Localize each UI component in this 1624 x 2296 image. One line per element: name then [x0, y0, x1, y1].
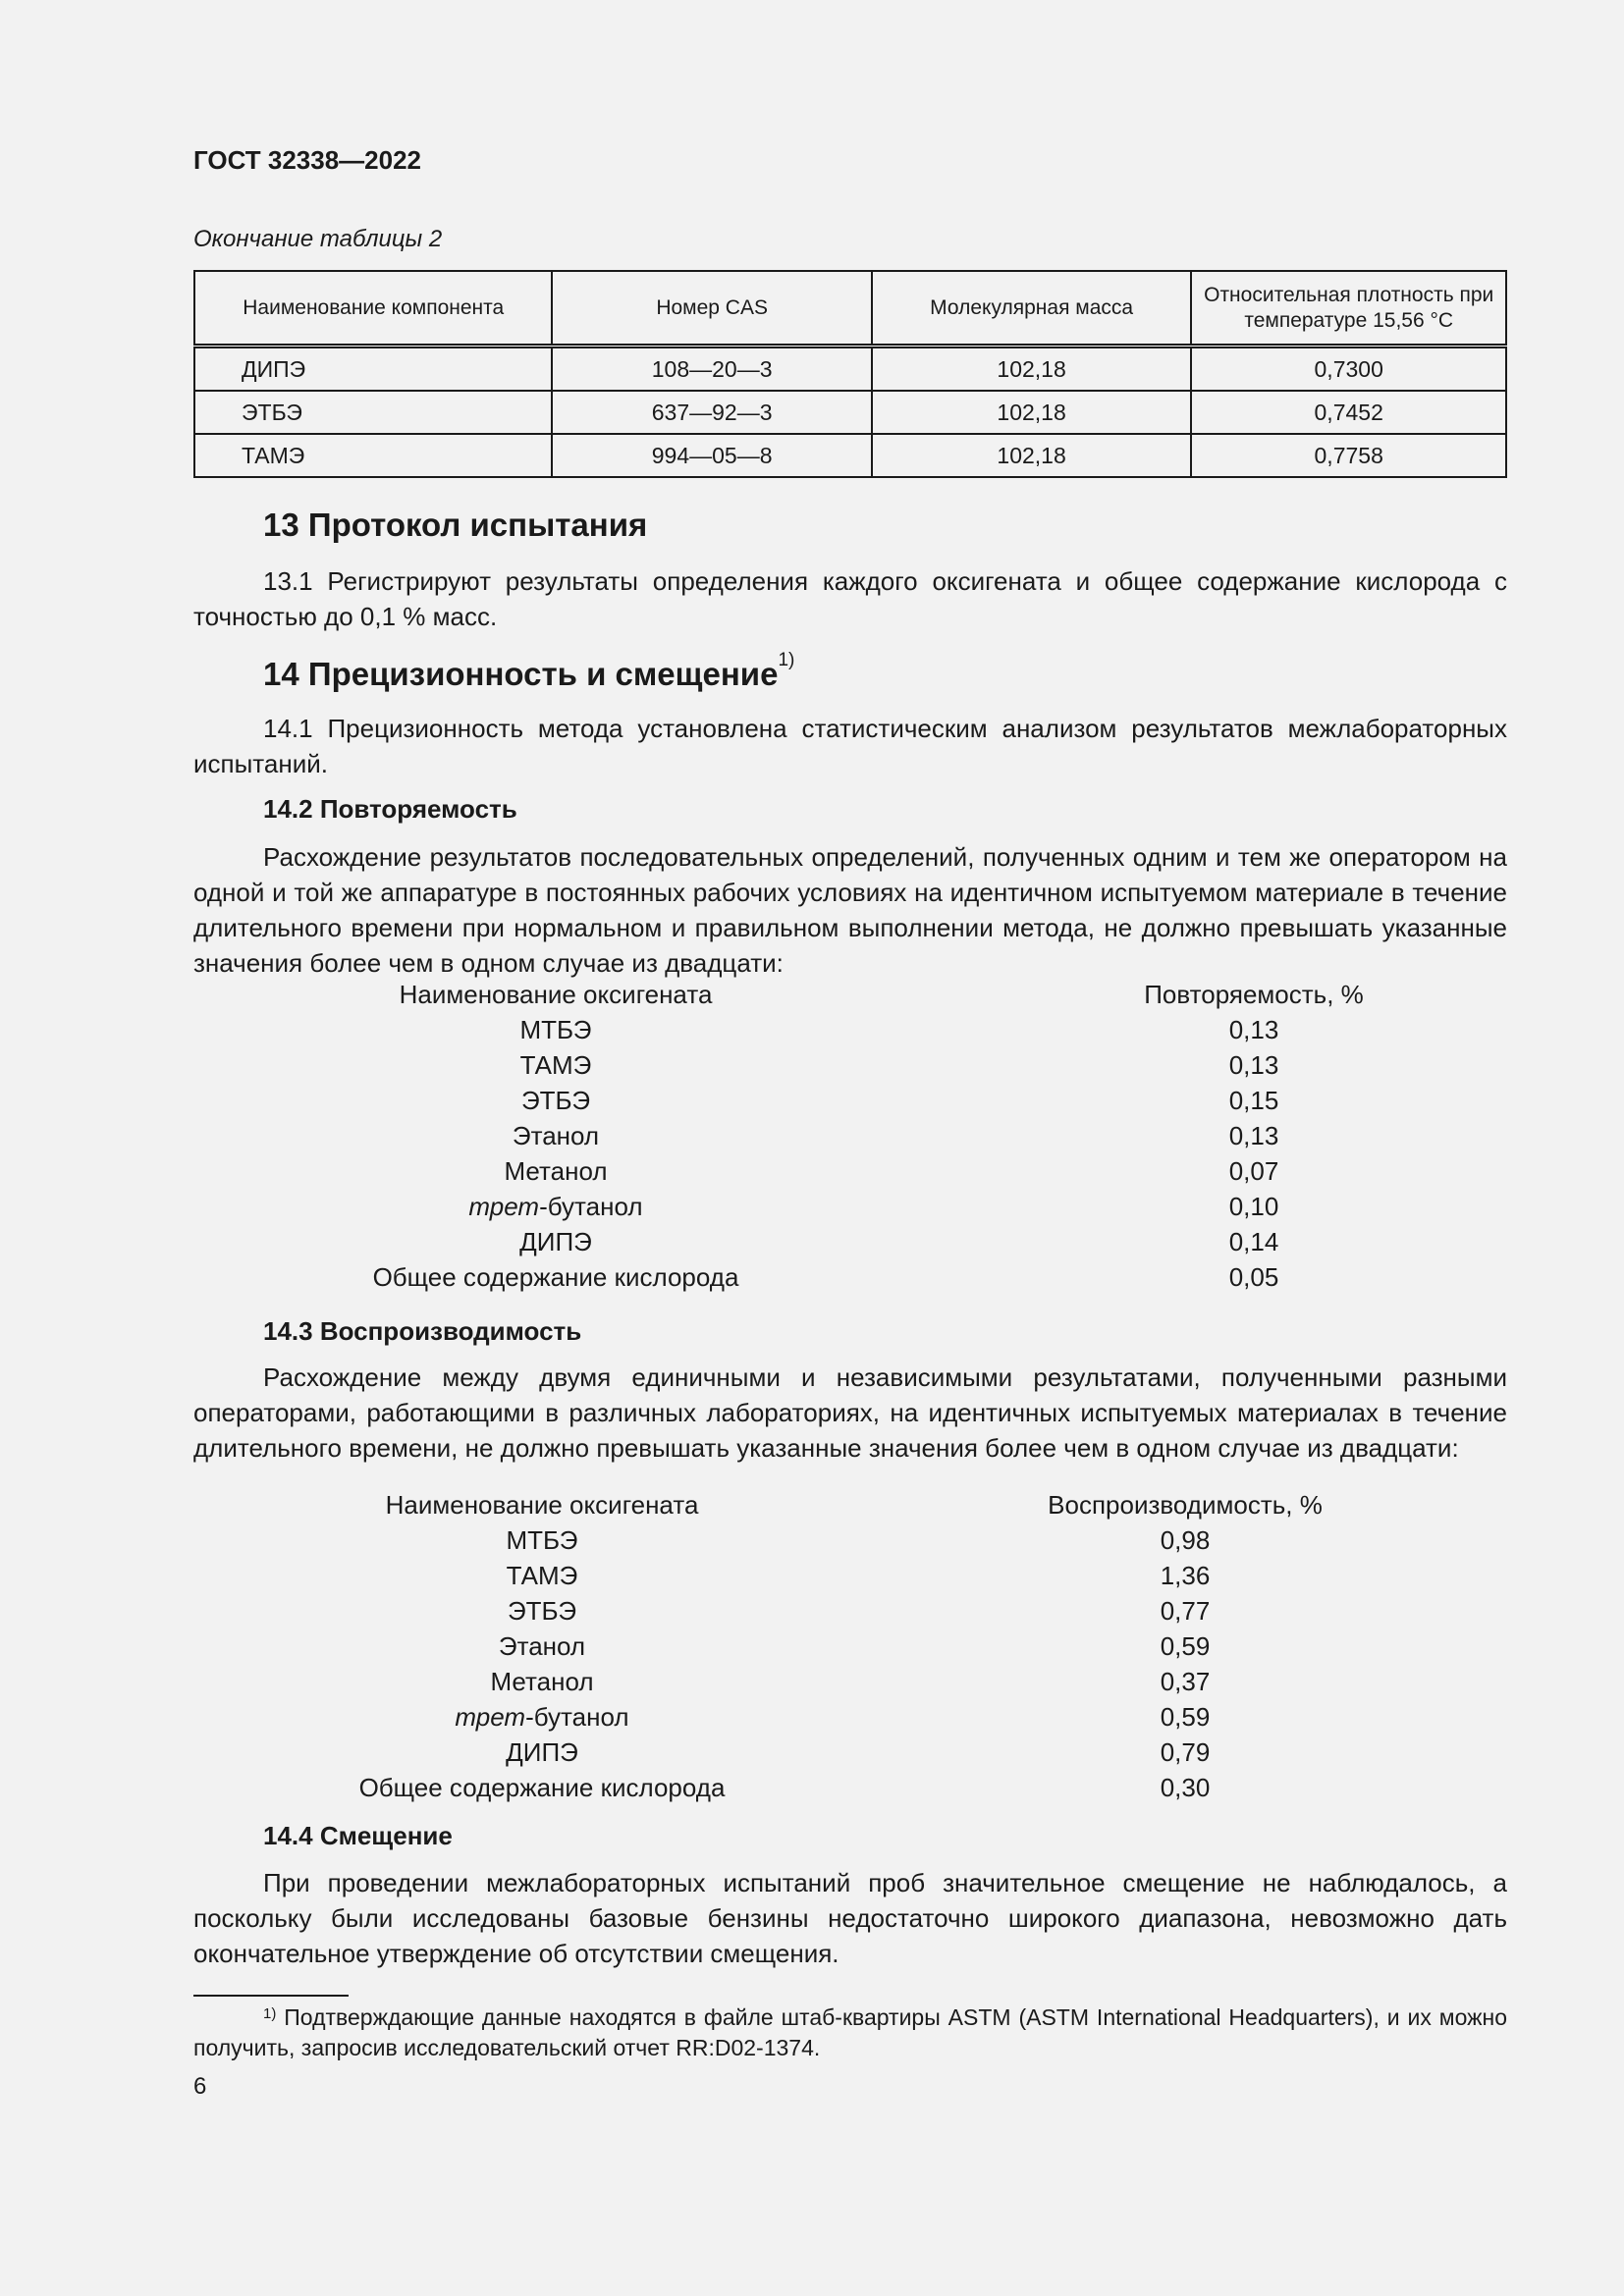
- table-row: [194, 347, 1506, 392]
- repeatability-oxygenate-name: [360, 1189, 751, 1224]
- reproducibility-value: 0,37: [1160, 1667, 1211, 1696]
- repeatability-row: [193, 1224, 1507, 1259]
- repeatability-oxygenate-name-italic: трет: [468, 1192, 540, 1221]
- repeatability-row: [193, 1083, 1507, 1118]
- reproducibility-oxygenate-name: [341, 1770, 743, 1805]
- reproducibility-value: 0,59: [1160, 1631, 1211, 1661]
- table-caption: Окончание таблицы 2: [193, 226, 443, 252]
- reproducibility-row: [193, 1629, 1507, 1664]
- reproducibility-oxygenate-name-text: Этанол: [498, 1631, 586, 1661]
- reproducibility-row: [193, 1770, 1507, 1805]
- reproducibility-oxygenate-name: [341, 1629, 743, 1664]
- reproducibility-col1-header: Наименование оксигената: [385, 1490, 699, 1520]
- repeatability-oxygenate-name-text: Общее содержание кислорода: [372, 1262, 739, 1292]
- repeatability-oxygenate-name-text: ДИПЭ: [519, 1227, 592, 1256]
- reproducibility-value: 0,98: [1160, 1525, 1211, 1555]
- reproducibility-value: 0,77: [1160, 1596, 1211, 1626]
- paragraph-14-2: Расхождение результатов последовательных определений, полученных одним и тем же оператором на одной и той же аппаратуре в постоянных рабочих условиях на идентичном испытуемом материале в течение длительного времени при нормальном и правильном выполнении метода, не должно превышать указанные значения более чем в одном случае из двадцати:: [193, 842, 1507, 978]
- reproducibility-table: [193, 1487, 1507, 1805]
- footnote-text: Подтверждающие данные находятся в файле штаб-квартиры ASTM (ASTM International Headquarters), и их можно получить, запросив исследовательский отчет RR:D02-1374.: [193, 2004, 1507, 2060]
- reproducibility-row: [193, 1699, 1507, 1735]
- repeatability-oxygenate-name-text: Этанол: [512, 1121, 600, 1150]
- col-header-cas: Номер CAS: [552, 271, 871, 347]
- cell-cas: 108—20—3: [552, 347, 871, 392]
- subsection-14-3-heading: 14.3 Воспроизводимость: [263, 1316, 582, 1346]
- cell-density: 0,7758: [1191, 434, 1506, 477]
- reproducibility-oxygenate-name: [341, 1664, 743, 1699]
- repeatability-header: [193, 977, 1507, 1012]
- cell-molar-mass: 102,18: [872, 347, 1192, 392]
- subsection-14-4-heading: 14.4 Смещение: [263, 1821, 453, 1850]
- reproducibility-oxygenate-name-italic: трет: [455, 1702, 526, 1732]
- cell-cas: 637—92—3: [552, 391, 871, 434]
- reproducibility-oxygenate-name: [341, 1593, 743, 1629]
- footnote: [193, 2002, 1507, 2063]
- footnote-ref[interactable]: 1): [778, 650, 795, 670]
- paragraph-14-1: 14.1 Прецизионность метода установлена статистическим анализом результатов межлабораторных испытаний.: [193, 714, 1507, 778]
- reproducibility-row: [193, 1735, 1507, 1770]
- page-number: 6: [193, 2073, 207, 2100]
- cell-component: ДИПЭ: [194, 347, 552, 392]
- reproducibility-value: 1,36: [1160, 1561, 1211, 1590]
- reproducibility-value: 0,79: [1160, 1737, 1211, 1767]
- footnote-mark: 1): [263, 2005, 277, 2022]
- repeatability-oxygenate-name: [360, 1047, 751, 1083]
- components-table: [193, 270, 1507, 478]
- section-14-title: 14 Прецизионность и смещение: [263, 656, 779, 692]
- cell-component: ТАМЭ: [194, 434, 552, 477]
- reproducibility-oxygenate-name-text: -бутанол: [525, 1702, 629, 1732]
- col-header-molar-mass: Молекулярная масса: [872, 271, 1192, 347]
- repeatability-col1-header: Наименование оксигената: [399, 980, 713, 1009]
- repeatability-oxygenate-name: [360, 1153, 751, 1189]
- cell-molar-mass: 102,18: [872, 434, 1192, 477]
- reproducibility-oxygenate-name-text: ТАМЭ: [506, 1561, 578, 1590]
- reproducibility-oxygenate-name-text: МТБЭ: [506, 1525, 578, 1555]
- repeatability-value: 0,13: [1228, 1050, 1279, 1080]
- col-header-density: Относительная плотность при температуре 15,56 °С: [1191, 271, 1506, 347]
- cell-density: 0,7300: [1191, 347, 1506, 392]
- reproducibility-oxygenate-name: [341, 1522, 743, 1558]
- repeatability-value: 0,10: [1228, 1192, 1279, 1221]
- table-row: [194, 434, 1506, 477]
- repeatability-row: [193, 1118, 1507, 1153]
- cell-density: 0,7452: [1191, 391, 1506, 434]
- reproducibility-oxygenate-name-text: Метанол: [490, 1667, 594, 1696]
- standard-code: ГОСТ 32338—2022: [193, 145, 421, 175]
- cell-cas: 994—05—8: [552, 434, 871, 477]
- reproducibility-oxygenate-name-text: Общее содержание кислорода: [358, 1773, 726, 1802]
- repeatability-value: 0,15: [1228, 1086, 1279, 1115]
- repeatability-oxygenate-name: [360, 1083, 751, 1118]
- repeatability-table: [193, 977, 1507, 1295]
- repeatability-value: 0,07: [1228, 1156, 1279, 1186]
- repeatability-oxygenate-name: [360, 1012, 751, 1047]
- reproducibility-value: 0,30: [1160, 1773, 1211, 1802]
- subsection-14-2-heading: 14.2 Повторяемость: [263, 794, 517, 824]
- reproducibility-value: 0,59: [1160, 1702, 1211, 1732]
- reproducibility-row: [193, 1664, 1507, 1699]
- repeatability-value: 0,14: [1228, 1227, 1279, 1256]
- repeatability-value: 0,13: [1228, 1015, 1279, 1044]
- repeatability-oxygenate-name: [360, 1224, 751, 1259]
- reproducibility-col2-header: Воспроизводимость, %: [1048, 1490, 1323, 1520]
- repeatability-oxygenate-name-text: Метанол: [504, 1156, 608, 1186]
- section-13-heading: 13 Протокол испытания: [263, 507, 648, 543]
- reproducibility-oxygenate-name-text: ЭТБЭ: [507, 1596, 577, 1626]
- repeatability-oxygenate-name-text: ЭТБЭ: [520, 1086, 591, 1115]
- repeatability-col2-header: Повторяемость, %: [1144, 980, 1364, 1009]
- footnote-separator: [193, 1995, 349, 1997]
- col-header-component: Наименование компонента: [194, 271, 552, 347]
- reproducibility-oxygenate-name-text: ДИПЭ: [506, 1737, 578, 1767]
- reproducibility-row: [193, 1558, 1507, 1593]
- section-14-heading: [263, 650, 795, 693]
- cell-component: ЭТБЭ: [194, 391, 552, 434]
- repeatability-row: [193, 1259, 1507, 1295]
- cell-molar-mass: 102,18: [872, 391, 1192, 434]
- repeatability-row: [193, 1153, 1507, 1189]
- repeatability-value: 0,13: [1228, 1121, 1279, 1150]
- reproducibility-oxygenate-name: [341, 1558, 743, 1593]
- reproducibility-oxygenate-name: [341, 1735, 743, 1770]
- reproducibility-row: [193, 1522, 1507, 1558]
- reproducibility-header: [193, 1487, 1507, 1522]
- repeatability-oxygenate-name-text: МТБЭ: [519, 1015, 592, 1044]
- repeatability-row: [193, 1012, 1507, 1047]
- repeatability-row: [193, 1189, 1507, 1224]
- repeatability-oxygenate-name: [360, 1259, 751, 1295]
- repeatability-value: 0,05: [1228, 1262, 1279, 1292]
- repeatability-oxygenate-name-text: ТАМЭ: [519, 1050, 592, 1080]
- reproducibility-oxygenate-name: [341, 1699, 743, 1735]
- table-header-row: [194, 271, 1506, 347]
- repeatability-row: [193, 1047, 1507, 1083]
- paragraph-14-3: Расхождение между двумя единичными и независимыми результатами, полученными разными операторами, работающими в различных лабораториях, на идентичных испытуемых материалах в течение длительного времени, не должно превышать указанные значения более чем в одном случае из двадцати:: [193, 1362, 1507, 1463]
- reproducibility-row: [193, 1593, 1507, 1629]
- repeatability-oxygenate-name-text: -бутанол: [539, 1192, 643, 1221]
- table-row: [194, 391, 1506, 434]
- repeatability-oxygenate-name: [360, 1118, 751, 1153]
- paragraph-13-1: 13.1 Регистрируют результаты определения каждого оксигената и общее содержание кислорода с точностью до 0,1 % масс.: [193, 566, 1507, 631]
- paragraph-14-4: При проведении межлабораторных испытаний проб значительное смещение не наблюдалось, а поскольку были исследованы базовые бензины недостаточно широкого диапазона, невозможно дать окончательное утверждение об отсутствии смещения.: [193, 1868, 1507, 1968]
